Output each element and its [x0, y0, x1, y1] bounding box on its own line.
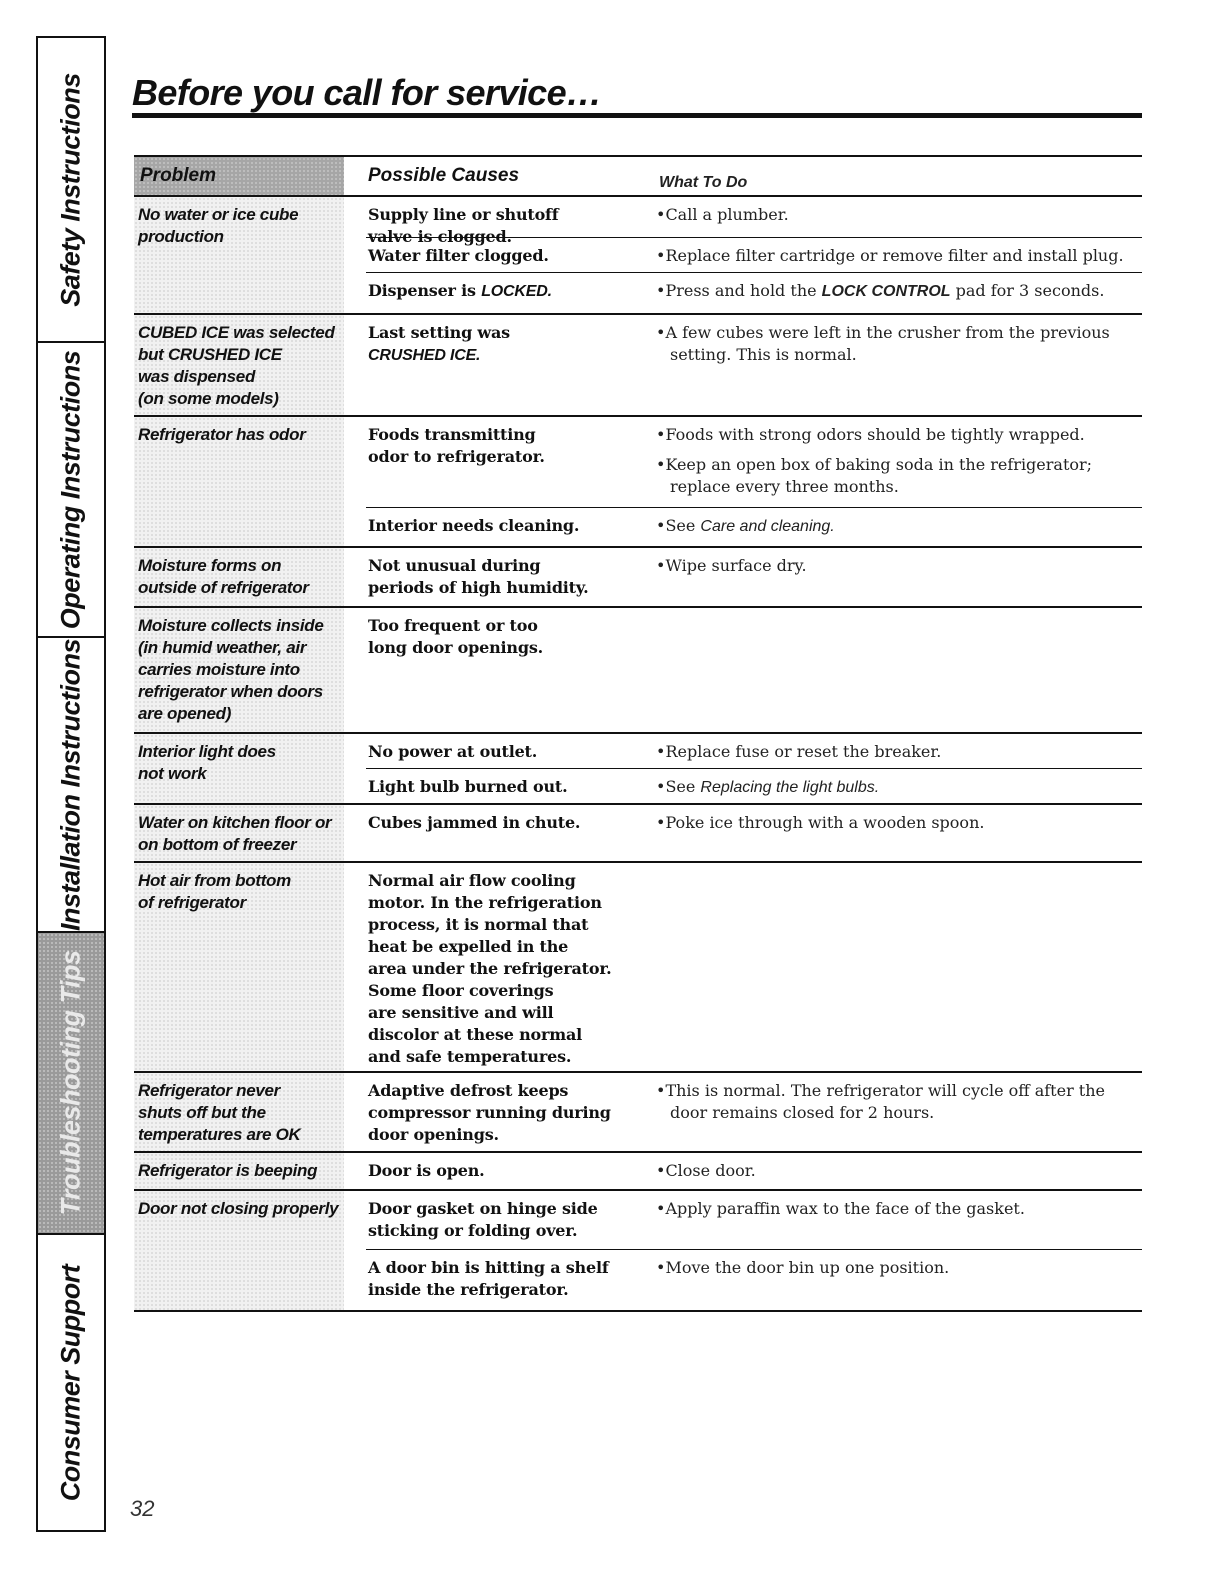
possible-cause — [368, 615, 638, 659]
tab-installation-instructions[interactable] — [38, 638, 104, 933]
bullet-item — [656, 555, 1142, 577]
text: Wipe surface dry. — [665, 556, 807, 575]
cause-row — [366, 417, 1142, 507]
cause-row — [366, 197, 1142, 246]
problem-cell — [134, 548, 344, 606]
section-tabs — [36, 36, 106, 1532]
text-line: area under the refrigerator. — [368, 959, 612, 978]
what-to-do — [656, 1198, 1142, 1228]
text-line: Refrigerator has odor — [138, 425, 306, 444]
text-line: Door is open. — [368, 1161, 485, 1180]
what-to-do — [656, 204, 1142, 234]
what-to-do — [656, 245, 1142, 275]
table-row — [134, 315, 1142, 417]
cause-row — [366, 272, 1142, 313]
tab-label: Consumer Support — [55, 1264, 86, 1501]
text-line: No water or ice cube — [138, 205, 299, 224]
tab-label: Installation Instructions — [55, 638, 86, 931]
table-row — [134, 1153, 1142, 1191]
text-line: Too frequent or too — [368, 616, 538, 635]
text-line: was dispensed — [138, 367, 256, 386]
text-line: long door openings. — [368, 638, 544, 657]
text-line: Foods transmitting — [368, 425, 536, 444]
bullet-item — [656, 741, 1142, 763]
possible-cause — [368, 322, 638, 367]
table-row — [134, 805, 1142, 863]
problem-cell — [134, 1153, 344, 1189]
tab-safety-instructions[interactable] — [38, 38, 104, 343]
problem-cell — [134, 863, 344, 1071]
cause-row — [366, 863, 1142, 1071]
text-line: Dispenser is — [368, 281, 482, 300]
what-to-do — [656, 515, 1142, 546]
text-line: A door bin is hitting a shelf — [368, 1258, 609, 1277]
text-line: not work — [138, 764, 207, 783]
text: Press and hold the — [665, 281, 822, 300]
text-line: temperatures are OK — [138, 1125, 301, 1144]
text: Call a plumber. — [665, 205, 789, 224]
table-header — [134, 155, 1142, 197]
text-line: valve is clogged. — [368, 227, 512, 246]
text: Poke ice through with a wooden spoon. — [665, 813, 985, 832]
text-line: Moisture collects inside — [138, 616, 324, 635]
table-row — [134, 1073, 1142, 1153]
text-line: of refrigerator — [138, 893, 246, 912]
table-row — [134, 734, 1142, 805]
bullet-item — [656, 776, 1142, 799]
text-line: Last setting was — [368, 323, 510, 342]
problem-cell — [134, 417, 344, 546]
text-line: Interior needs cleaning. — [368, 516, 580, 535]
troubleshooting-table — [134, 155, 1142, 1312]
text-line: Water filter clogged. — [368, 246, 549, 265]
possible-cause — [368, 1198, 638, 1242]
bullet-item — [656, 812, 1142, 834]
what-to-do — [656, 1080, 1142, 1132]
text-line: process, it is normal that — [368, 915, 589, 934]
problem-cell — [134, 608, 344, 732]
what-to-do — [656, 1257, 1142, 1287]
text: This is normal. The refrigerator will cycle off after the door remains closed for 2 hours. — [665, 1081, 1106, 1122]
text-line: outside of refrigerator — [138, 578, 309, 597]
tab-label: Troubleshooting Tips — [55, 950, 86, 1216]
text-line: refrigerator when doors — [138, 682, 323, 701]
text: See — [665, 516, 701, 535]
text: A few cubes were left in the crusher from the previous setting. This is normal. — [665, 323, 1110, 364]
possible-cause — [368, 424, 638, 468]
text-line: inside the refrigerator. — [368, 1280, 569, 1299]
what-to-do — [656, 280, 1142, 311]
bullet-item — [656, 424, 1142, 446]
cause-row — [366, 768, 1142, 803]
bullet-item — [656, 1198, 1142, 1220]
problem-cell — [134, 734, 344, 803]
what-to-do — [656, 424, 1142, 506]
cross-reference: Replacing the light bulbs. — [700, 779, 880, 796]
text-line: Refrigerator never — [138, 1081, 280, 1100]
text-line: Moisture forms on — [138, 556, 282, 575]
what-to-do — [656, 741, 1142, 771]
text-line: on bottom of freezer — [138, 835, 297, 854]
emphasis: LOCK CONTROL — [821, 283, 951, 300]
table-row — [134, 197, 1142, 315]
text-line: are sensitive and will — [368, 1003, 554, 1022]
cause-row — [366, 548, 1142, 606]
text-line: shuts off but the — [138, 1103, 266, 1122]
text: Apply paraffin wax to the face of the gasket. — [665, 1199, 1025, 1218]
text-line: discolor at these normal — [368, 1025, 583, 1044]
text-line: Door not closing properly — [138, 1199, 339, 1218]
cause-row — [366, 507, 1142, 546]
column-header-what-to-do: What To Do — [659, 174, 748, 191]
text-line: odor to refrigerator. — [368, 447, 545, 466]
text: Keep an open box of baking soda in the refrigerator; replace every three months. — [665, 455, 1093, 496]
text-line: sticking or folding over. — [368, 1221, 578, 1240]
cause-row — [366, 237, 1142, 272]
text-line: Hot air from bottom — [138, 871, 291, 890]
bullet-item — [656, 280, 1142, 303]
text-line: carries moisture into — [138, 660, 300, 679]
cross-reference: Care and cleaning. — [700, 518, 835, 535]
tab-label: Safety Instructions — [55, 72, 86, 307]
emphasis: LOCKED. — [481, 283, 552, 300]
possible-cause — [368, 870, 638, 1068]
bullet-item — [656, 1257, 1142, 1279]
table-row — [134, 863, 1142, 1073]
tab-consumer-support[interactable] — [38, 1235, 104, 1530]
problem-cell — [134, 197, 344, 313]
problem-cell — [134, 1191, 344, 1310]
text-line: CUBED ICE was selected — [138, 323, 335, 342]
text-line: Adaptive defrost keeps — [368, 1081, 569, 1100]
text-line: motor. In the refrigeration — [368, 893, 602, 912]
bullet-item — [656, 1080, 1142, 1124]
column-header-problem: Problem — [134, 157, 344, 195]
text-line: and safe temperatures. — [368, 1047, 572, 1066]
text-line: Cubes jammed in chute. — [368, 813, 581, 832]
possible-cause — [368, 245, 638, 267]
bullet-item — [656, 204, 1142, 226]
text-line: production — [138, 227, 224, 246]
text-line: Not unusual during — [368, 556, 541, 575]
cause-row — [366, 805, 1142, 861]
cause-row — [366, 315, 1142, 415]
bullet-item — [656, 245, 1142, 267]
text: Close door. — [665, 1161, 756, 1180]
text: Replace fuse or reset the breaker. — [665, 742, 942, 761]
text: Foods with strong odors should be tightly wrapped. — [665, 425, 1085, 444]
cause-row — [366, 1073, 1142, 1151]
text-line: Water on kitchen floor or — [138, 813, 332, 832]
possible-cause — [368, 1160, 638, 1182]
text-line: Supply line or shutoff — [368, 205, 559, 224]
text: See — [665, 777, 701, 796]
cause-row — [366, 1249, 1142, 1310]
emphasis: CRUSHED ICE. — [368, 347, 481, 364]
text-line: Some floor coverings — [368, 981, 554, 1000]
cause-row — [366, 608, 1142, 732]
possible-cause — [368, 1080, 638, 1146]
text: Move the door bin up one position. — [665, 1258, 950, 1277]
table-body — [134, 197, 1142, 1312]
possible-cause — [368, 555, 638, 599]
bullet-item — [656, 322, 1142, 366]
possible-cause — [368, 812, 638, 834]
cause-row — [366, 734, 1142, 768]
text-line: No power at outlet. — [368, 742, 538, 761]
text-line: Refrigerator is beeping — [138, 1161, 318, 1180]
problem-cell — [134, 805, 344, 861]
text-line: periods of high humidity. — [368, 578, 589, 597]
possible-cause — [368, 776, 638, 798]
possible-cause — [368, 515, 638, 537]
possible-cause — [368, 741, 638, 763]
title-rule — [132, 113, 1142, 118]
cause-row — [366, 1153, 1142, 1189]
column-header-possible-causes: Possible Causes — [368, 165, 520, 186]
bullet-item — [656, 515, 1142, 538]
what-to-do — [656, 1160, 1142, 1190]
possible-cause — [368, 280, 638, 303]
text-line: but CRUSHED ICE — [138, 345, 282, 364]
table-row — [134, 548, 1142, 608]
text-line: door openings. — [368, 1125, 499, 1144]
what-to-do — [656, 555, 1142, 585]
table-row — [134, 608, 1142, 734]
text-line: Interior light does — [138, 742, 276, 761]
text-line: (on some models) — [138, 389, 279, 408]
what-to-do — [656, 322, 1142, 374]
possible-cause — [368, 1257, 638, 1301]
table-row — [134, 1191, 1142, 1312]
text-line: (in humid weather, air — [138, 638, 307, 657]
tab-operating-instructions[interactable] — [38, 343, 104, 638]
text-line: are opened) — [138, 704, 232, 723]
what-to-do — [656, 776, 1142, 807]
bullet-item — [656, 454, 1142, 498]
problem-cell — [134, 1073, 344, 1151]
text: pad for 3 seconds. — [950, 281, 1105, 300]
text-line: compressor running during — [368, 1103, 611, 1122]
page-title: Before you call for service… — [132, 72, 602, 113]
bullet-item — [656, 1160, 1142, 1182]
text: Replace filter cartridge or remove filter and install plug. — [665, 246, 1124, 265]
text-line: Light bulb burned out. — [368, 777, 568, 796]
problem-cell — [134, 315, 344, 415]
page-number: 32 — [130, 1496, 155, 1521]
table-row — [134, 417, 1142, 548]
text-line: Normal air flow cooling — [368, 871, 576, 890]
text-line: Door gasket on hinge side — [368, 1199, 598, 1218]
what-to-do — [656, 812, 1142, 842]
cause-row — [366, 1191, 1142, 1249]
tab-troubleshooting-tips[interactable] — [38, 933, 104, 1235]
text-line: heat be expelled in the — [368, 937, 569, 956]
tab-label: Operating Instructions — [55, 350, 86, 629]
